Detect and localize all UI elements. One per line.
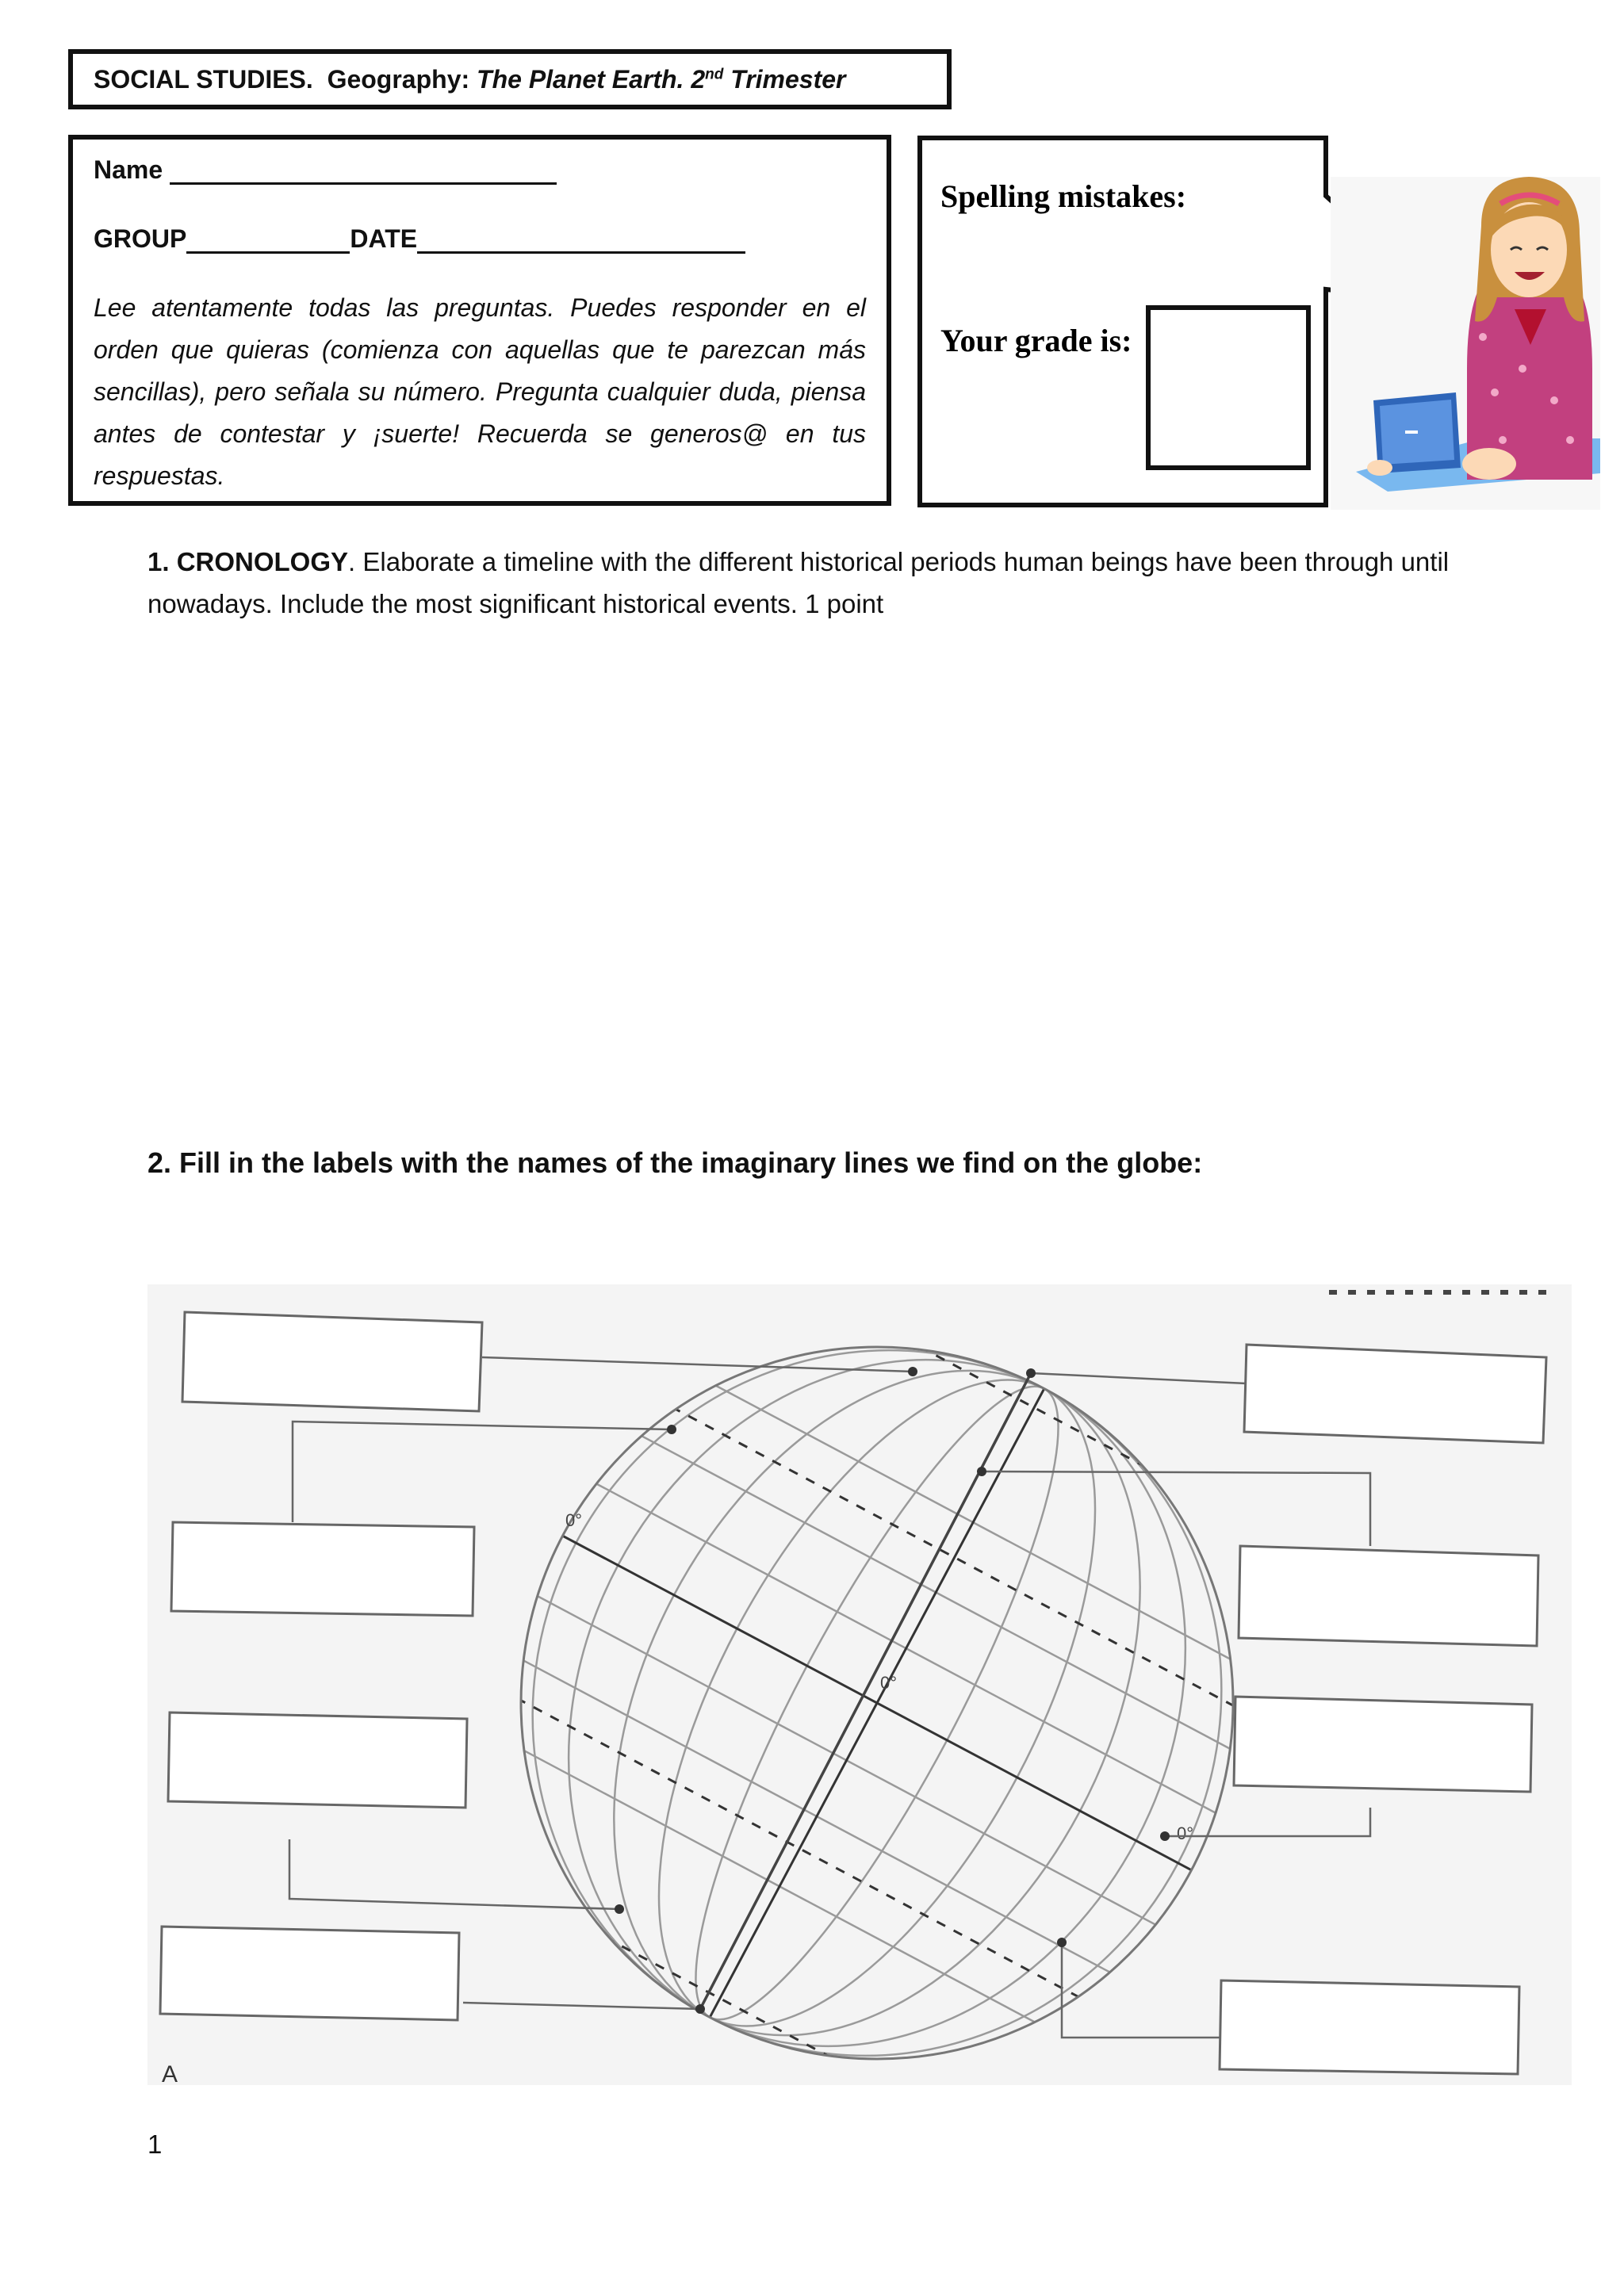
label-box-1[interactable] — [182, 1312, 482, 1411]
label-box-8[interactable] — [1220, 1980, 1519, 2074]
student-info-box — [68, 135, 891, 506]
question-1 — [147, 541, 1488, 625]
question-1-text: . Elaborate a timeline with the different historical periods human beings have been through until nowadays. Include the most significant historical events. 1 point — [147, 547, 1450, 618]
spelling-mistakes-label: Spelling mistakes: — [940, 178, 1187, 214]
date-field[interactable] — [417, 228, 745, 254]
page-number: 1 — [147, 2130, 163, 2159]
timeline-answer-area[interactable] — [147, 634, 1488, 1078]
degree-label-right: 0° — [1177, 1823, 1194, 1843]
teacher-illustration — [1331, 177, 1600, 510]
instructions-text: Lee atentamente todas las preguntas. Puedes responder en el orden que quieras (comienza con aquellas que te parezcan más sencillas), pero señala su número. Pregunta cualquier duda, piensa antes de contestar y ¡suerte! Recuerda se generos@ en tus respuestas. — [94, 293, 866, 490]
date-label: DATE — [350, 224, 418, 253]
group-date-row — [94, 224, 866, 254]
title-box — [68, 49, 952, 109]
ordinal-suffix: nd — [705, 65, 724, 82]
question-2: 2. Fill in the labels with the names of the imaginary lines we find on the globe: — [147, 1146, 1203, 1179]
degree-label-center: 0° — [880, 1673, 898, 1693]
name-row — [94, 155, 866, 185]
group-field[interactable] — [186, 228, 350, 254]
globe-figure — [147, 1284, 1572, 2085]
name-label: Name — [94, 155, 163, 184]
label-box-5[interactable] — [1244, 1345, 1546, 1443]
label-box-3[interactable] — [168, 1712, 467, 1808]
grade-label: Your grade is: — [940, 323, 1132, 358]
question-1-title: 1. CRONOLOGY — [147, 547, 349, 576]
subject-label: SOCIAL STUDIES. — [94, 64, 313, 94]
label-box-4[interactable] — [160, 1927, 459, 2020]
name-field[interactable] — [170, 159, 557, 185]
label-box-2[interactable] — [171, 1522, 474, 1616]
topic-title: The Planet Earth. 2nd Trimester — [477, 64, 846, 94]
group-label: GROUP — [94, 224, 187, 253]
grading-callout — [912, 131, 1602, 511]
label-box-7[interactable] — [1234, 1697, 1532, 1792]
grade-box[interactable] — [1148, 308, 1308, 468]
figure-corner-mark: A — [162, 2061, 178, 2085]
degree-label-left: 0° — [565, 1510, 583, 1530]
topic-prefix: Geography: — [327, 64, 470, 94]
label-box-6[interactable] — [1239, 1546, 1538, 1646]
